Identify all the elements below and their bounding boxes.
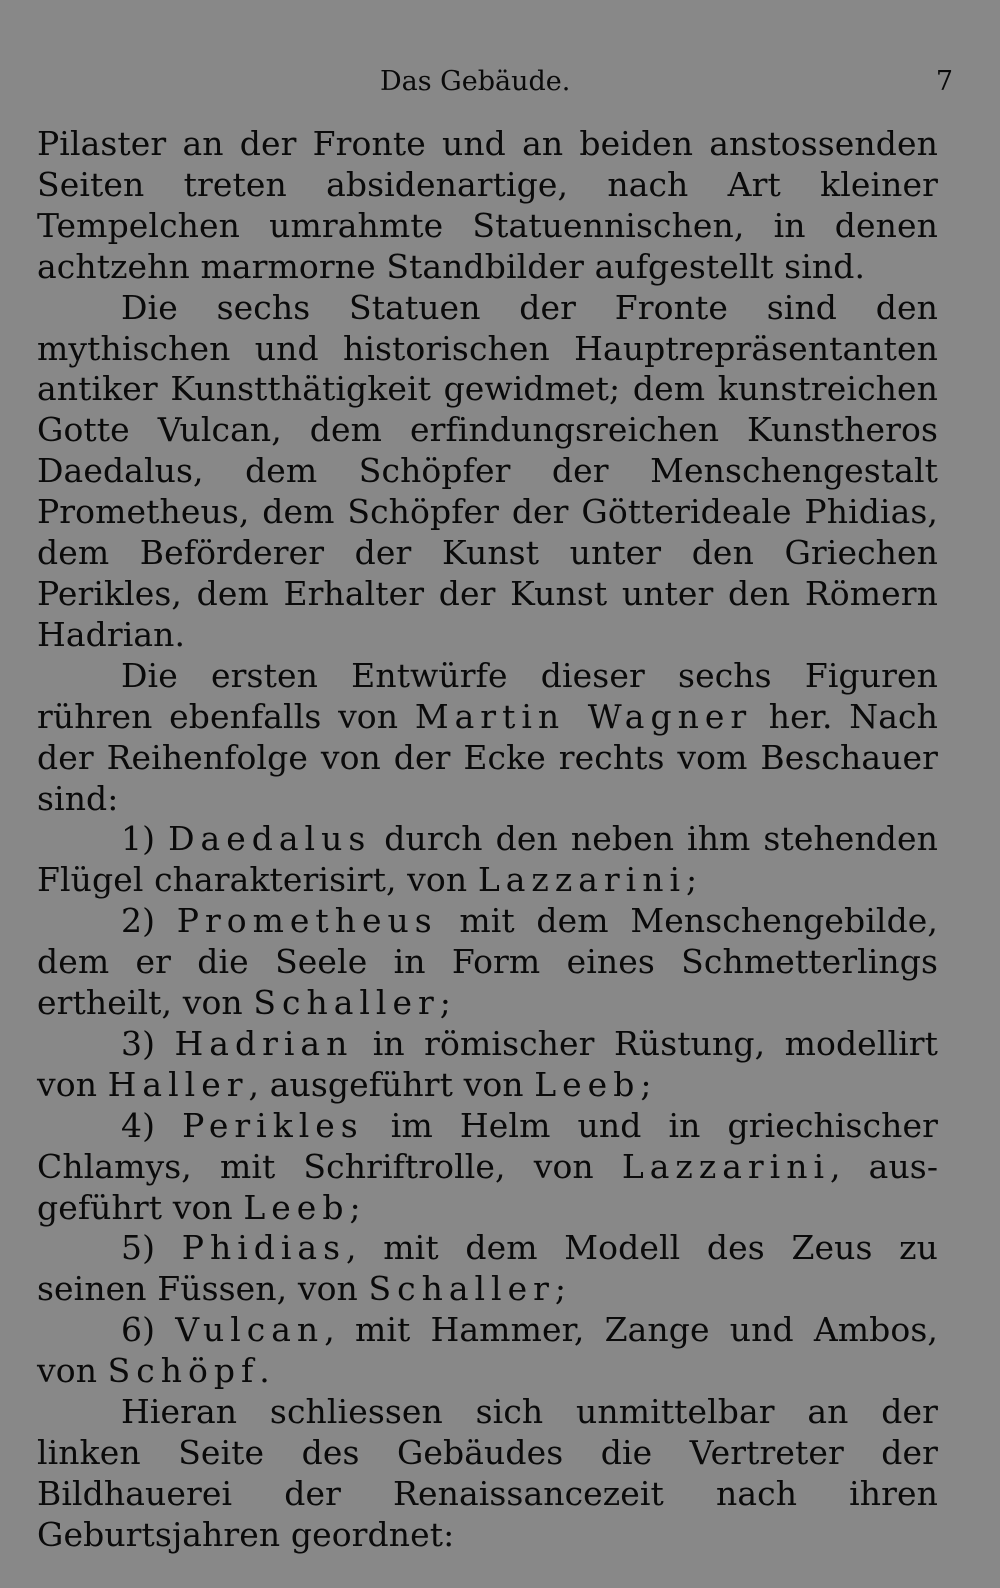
statue-name: Daedalus xyxy=(168,819,372,859)
item-description: mit dem Menschengebilde, dem er die Seele in Form eines Schmetterlings ertheilt, von xyxy=(37,901,939,1023)
item-number: 2) xyxy=(121,901,156,941)
artist-name-2: Leeb xyxy=(534,1064,641,1104)
item-number: 6) xyxy=(121,1310,156,1350)
paragraph-2: Die sechs Statuen der Fronte sind den mythischen und historischen Hauptrepräsentanten antiker Kunstthätigkeit gewidmet; dem kunstreichen Gotte Vulcan, dem erfindungsreichen Kunstheros Daedalus, dem Schöpfer der Menschengestalt Prometheus, dem Schöpfer der Götterideale Phidias, dem Beförderer der Kunst unter den Griechen Perikles, dem Erhalter der Kunst unter den Römern Hadrian. xyxy=(37,287,938,654)
artist-name-2: Leeb xyxy=(243,1187,350,1227)
paragraph-closing: Hieran schliessen sich unmittelbar an der linken Seite des Gebäudes die Vertreter der Bildhauerei der Renaissancezeit nach ihren Geburtsjahren geordnet: xyxy=(37,1392,938,1554)
item-description: , mit dem Modell des Zeus zu seinen Füssen, von xyxy=(37,1228,938,1309)
item-description-3: ; xyxy=(349,1187,361,1227)
artist-name: Schaller xyxy=(368,1269,555,1309)
intro-text-after: her. Nach der Reihenfolge von der Ecke rechts vom Beschauer sind: xyxy=(37,696,938,818)
item-number: 3) xyxy=(121,1023,156,1063)
list-item xyxy=(37,819,938,901)
statue-name: Perikles xyxy=(182,1105,364,1145)
paragraph-1: Pilaster an der Fronte und an beiden anstossenden Seiten treten absidenartige, nach Art kleiner Tempelchen umrahmte Statuennischen, in denen achtzehn marmorne Standbilder aufgestellt sind. xyxy=(37,124,938,286)
item-description-2: . xyxy=(259,1351,270,1391)
intro-text-before: Die ersten Entwürfe dieser sechs Figuren rühren ebenfalls von xyxy=(37,655,938,736)
item-description-3: ; xyxy=(640,1064,652,1104)
item-description: durch den neben ihm stehenden Flügel charakterisirt, von xyxy=(37,819,939,900)
list-item xyxy=(37,1106,938,1229)
running-title: Das Gebäude. xyxy=(380,66,571,97)
list-item xyxy=(37,1228,938,1310)
artist-name: Schöpf xyxy=(107,1351,260,1391)
artist-name: Haller xyxy=(107,1064,249,1104)
paragraph-3 xyxy=(37,656,938,820)
item-description: im Helm und in griechischer Chlamys, mit Schriftrolle, von xyxy=(37,1105,939,1186)
page-number: 7 xyxy=(935,66,953,97)
artist-name: Schaller xyxy=(253,983,440,1023)
running-head xyxy=(37,58,953,108)
item-number: 1) xyxy=(121,819,156,859)
list-item xyxy=(37,1024,938,1106)
item-description-2: , ausgeführt von xyxy=(37,1146,938,1227)
item-description: in römischer Rüstung, modellirt von xyxy=(37,1023,939,1104)
artist-name: Lazzarini xyxy=(621,1146,831,1186)
artist-name: Lazzarini xyxy=(477,860,687,900)
item-description-2: , ausgeführt von xyxy=(248,1064,535,1104)
item-description: , mit Hammer, Zange und Ambos, von xyxy=(37,1310,939,1391)
body-text xyxy=(37,124,938,1556)
sculptor-name: Martin Wagner xyxy=(414,696,753,736)
statue-name: Prometheus xyxy=(176,901,438,941)
item-description-2: ; xyxy=(554,1269,567,1309)
item-number: 4) xyxy=(121,1105,156,1145)
item-number: 5) xyxy=(121,1228,156,1268)
item-description-2: ; xyxy=(439,983,452,1023)
statue-name: Vulcan xyxy=(175,1310,325,1350)
list-item xyxy=(37,1310,938,1392)
statue-name: Phidias xyxy=(181,1228,347,1268)
statue-name: Hadrian xyxy=(174,1023,354,1063)
item-description-2: ; xyxy=(686,860,698,900)
list-item xyxy=(37,901,938,1024)
